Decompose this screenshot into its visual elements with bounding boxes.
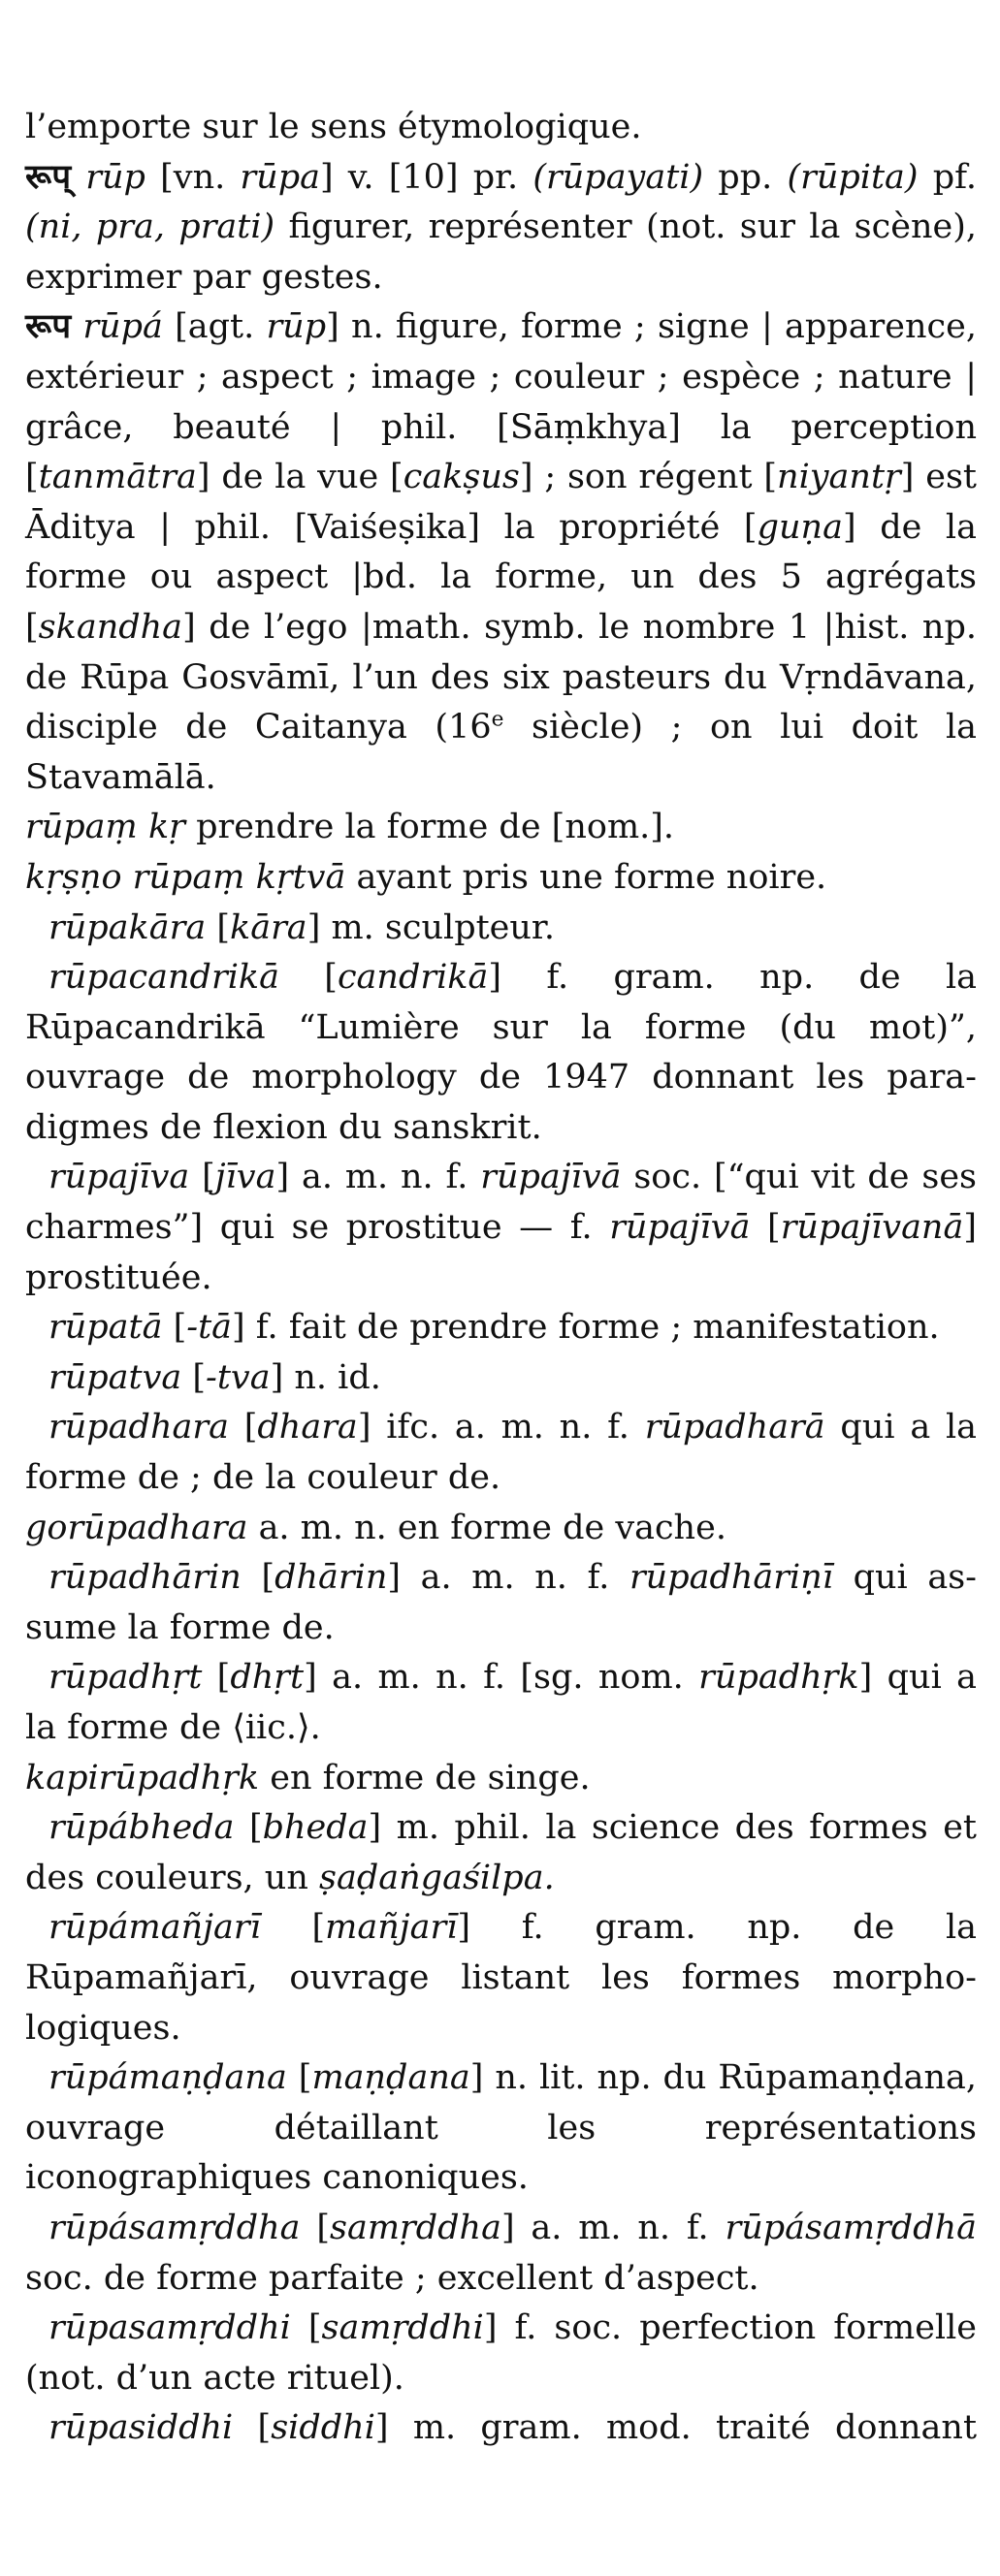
italic-term: rūpatā: [48, 1308, 163, 1348]
dictionary-entry: [25, 1403, 977, 1503]
dictionary-entry: [25, 1553, 977, 1653]
italic-term: rūpajīvā: [609, 1208, 751, 1248]
entry-text: [: [189, 1158, 215, 1197]
entry-text: pp.: [703, 157, 788, 197]
italic-term: rūpásamṛddhā: [725, 2208, 977, 2247]
entry-text: ] prostituée.: [25, 1208, 977, 1297]
dictionary-entry: [25, 953, 977, 1153]
entry-text: ] a. m. n. f. [sg. nom.: [304, 1658, 699, 1698]
devanagari-headword: रूप: [25, 307, 72, 347]
italic-term: rūpámaṇḍana: [48, 2058, 287, 2098]
entry-text: [: [260, 1908, 326, 1948]
dictionary-entry: [25, 2304, 977, 2403]
entry-text: [: [234, 1808, 263, 1848]
italic-term: rūpadharā: [644, 1408, 825, 1447]
entry-text: [71, 307, 82, 346]
italic-term: kṛṣṇo rūpaṃ kṛtvā: [25, 857, 346, 897]
entry-text: [agt.: [162, 307, 267, 347]
dictionary-entry: [25, 1353, 977, 1404]
italic-term: rūpaṃ kṛ: [25, 808, 185, 847]
entry-text: [: [300, 2208, 330, 2247]
italic-term: rūpámañjarī: [48, 1908, 261, 1948]
italic-term: siddhi: [271, 2408, 375, 2448]
entry-text: e: [491, 707, 504, 732]
entry-text: [: [181, 1357, 207, 1397]
entry-text: siècle) ; on lui doit la Stavamālā.: [25, 708, 977, 797]
entry-text: a. m. n. en forme de vache.: [247, 1508, 726, 1547]
italic-term: rūpá: [82, 307, 163, 347]
italic-term: mañjarī: [325, 1908, 458, 1948]
italic-term: -tva: [206, 1357, 271, 1397]
italic-term: jīva: [214, 1158, 276, 1197]
dictionary-entry: [25, 2204, 977, 2304]
entry-text: [: [278, 958, 338, 998]
italic-term: rūpásamṛddha: [48, 2208, 301, 2247]
italic-term: (rūpita): [787, 157, 919, 197]
dictionary-entry: [25, 853, 977, 904]
entry-text: ] n. id.: [270, 1357, 381, 1397]
dictionary-entry: [25, 1504, 977, 1554]
entry-text: [: [290, 2308, 322, 2348]
italic-term: rūpa: [240, 157, 320, 197]
italic-term: (ni, pra, prati): [25, 207, 275, 247]
dictionary-entry: [25, 2403, 977, 2454]
italic-term: rūpatva: [48, 1357, 182, 1397]
italic-term: rūpadhṛt: [48, 1658, 203, 1698]
entry-text: ] f. fait de prendre forme ; manifestation.: [232, 1308, 940, 1348]
italic-term: rūpacandrikā: [48, 958, 279, 998]
entry-text: qui a la forme de ; de la couleur de.: [25, 1408, 978, 1498]
italic-term: rūpábheda: [48, 1808, 235, 1848]
dictionary-entry: [25, 1153, 977, 1303]
entry-text: pf.: [918, 157, 977, 197]
entry-text: soc. [“qui vit de ses charmes”] qui se prostitue — f.: [25, 1158, 978, 1248]
dictionary-entry: [25, 153, 977, 303]
italic-term: niyantṛ: [777, 458, 901, 497]
devanagari-headword: रूप्: [25, 157, 72, 197]
entry-text: [: [233, 2408, 272, 2448]
dictionary-entry: [25, 302, 977, 803]
entry-text: soc. de forme parfaite ; excellent d’aspect.: [25, 2258, 759, 2298]
entry-text: ] f. gram. np. de la Rūpamañjarī, ouvrage listant les formes morphologiques.: [25, 1908, 978, 2048]
italic-term: maṇḍana: [311, 2058, 470, 2098]
italic-term: rūpasiddhi: [48, 2408, 234, 2448]
italic-term: rūpajīvā: [480, 1158, 622, 1197]
dictionary-entry: [25, 1754, 977, 1804]
dictionary-entry: [25, 2053, 977, 2204]
italic-term: rūpadhārin: [48, 1558, 242, 1598]
entry-text: ] f. soc. perfection formelle (not. d’un acte rituel).: [25, 2308, 978, 2398]
italic-term: bheda: [262, 1808, 369, 1848]
dictionary-entry: [25, 904, 977, 954]
entry-text: ] m. phil. la science des formes et des couleurs, un: [25, 1808, 977, 1897]
italic-term: guṇa: [757, 507, 843, 547]
entry-text: ] m. gram. mod. traité donnant: [374, 2408, 978, 2448]
entry-text: ] m. sculpteur.: [306, 907, 555, 947]
italic-term: rūpadhara: [48, 1408, 229, 1447]
entry-text: [vn.: [145, 157, 241, 197]
entry-text: [: [286, 2058, 312, 2098]
italic-term: rūp: [85, 157, 145, 197]
entry-text: ayant pris une forme noire.: [345, 857, 827, 897]
italic-term: samṛddhi: [321, 2308, 484, 2348]
entry-text: ] n. lit. np. du Rūpamaṇḍana, ouvrage détaillant les représentations iconographiques canoniques.: [25, 2058, 978, 2198]
entry-text: [: [750, 1208, 781, 1248]
italic-term: rūpajīva: [48, 1158, 190, 1197]
italic-term: (rūpayati): [532, 157, 704, 197]
entry-text: ] f. gram. np. de la Rūpacandrikā “Lumière sur la forme (du mot)”, ouvrage de morphology de 1947 donnant les paradigmes de flexion du sanskrit.: [25, 958, 978, 1147]
italic-term: rūp: [266, 307, 327, 347]
dictionary-entry: [25, 1653, 977, 1753]
italic-term: dhara: [257, 1408, 358, 1447]
entry-text: en forme de singe.: [259, 1758, 591, 1797]
entry-text: ] de l’ego |math. symb. le nombre 1 |hist. np. de Rūpa Gosvāmī, l’un des six pasteurs du Vṛndāvana, disciple de Caitanya (16: [25, 607, 977, 747]
entry-text: [: [162, 1308, 187, 1348]
dictionary-entry: [25, 803, 977, 853]
entry-text: ] qui a la forme de ⟨iic.⟩.: [25, 1658, 978, 1747]
entry-text: prendre la forme de [nom.].: [184, 808, 675, 847]
dictionary-entry: [25, 1803, 977, 1903]
italic-term: -tā: [186, 1308, 233, 1348]
italic-term: ṣaḍaṅgaśilpa.: [319, 1858, 555, 1897]
entry-text: ] de la forme ou aspect |bd. la forme, un des 5 agrégats [: [25, 507, 977, 647]
italic-term: kapirūpadhṛk: [25, 1758, 260, 1797]
italic-term: dhārin: [274, 1558, 388, 1598]
entry-text: ] ifc. a. m. n. f.: [357, 1408, 645, 1447]
entry-text: [: [228, 1408, 258, 1447]
entry-text: [: [202, 1658, 231, 1698]
entry-text: [: [206, 907, 230, 947]
italic-term: candrikā: [337, 958, 489, 998]
entry-text: ] v. [10] pr.: [319, 157, 533, 197]
italic-term: samṛddha: [329, 2208, 501, 2247]
dictionary-entry: [25, 103, 977, 153]
italic-term: tanmātra: [38, 458, 197, 497]
italic-term: rūpadhāriṇī: [629, 1558, 833, 1598]
italic-term: gorūpadhara: [25, 1508, 248, 1547]
entry-text: ] a. m. n. f.: [500, 2208, 726, 2247]
italic-term: kāra: [230, 907, 307, 947]
italic-term: rūpakāra: [48, 907, 207, 947]
italic-term: cakṣus: [403, 458, 520, 497]
entry-text: ] ; son régent [: [519, 458, 778, 497]
entry-text: qui assume la forme de.: [25, 1558, 977, 1647]
entry-text: [71, 158, 85, 197]
italic-term: rūpasamṛddhi: [48, 2308, 291, 2348]
dictionary-entry: [25, 1903, 977, 2053]
dictionary-entry: [25, 1303, 977, 1353]
italic-term: rūpadhṛk: [698, 1658, 859, 1698]
entry-text: l’emporte sur le sens étymologique.: [25, 108, 642, 146]
entry-text: ] a. m. n. f.: [387, 1558, 629, 1598]
entry-text: figurer, représenter (not. sur la scène), exprimer par gestes.: [25, 207, 977, 297]
italic-term: rūpajīvanā: [780, 1208, 964, 1248]
entry-text: ] est Āditya | phil. [Vaiśeṣika] la propriété [: [25, 458, 977, 547]
italic-term: dhṛt: [230, 1658, 305, 1698]
entry-text: ] a. m. n. f.: [275, 1158, 481, 1197]
entry-text: [: [241, 1558, 275, 1598]
entry-text: ] de la vue [: [196, 458, 403, 497]
entry-text: ] n. figure, forme ; signe | apparence, extérieur ; aspect ; image ; couleur ; espèce ; nature | grâce, beauté | phil. [Sāṃkhya] la perception [: [25, 307, 977, 497]
italic-term: skandha: [38, 607, 183, 647]
